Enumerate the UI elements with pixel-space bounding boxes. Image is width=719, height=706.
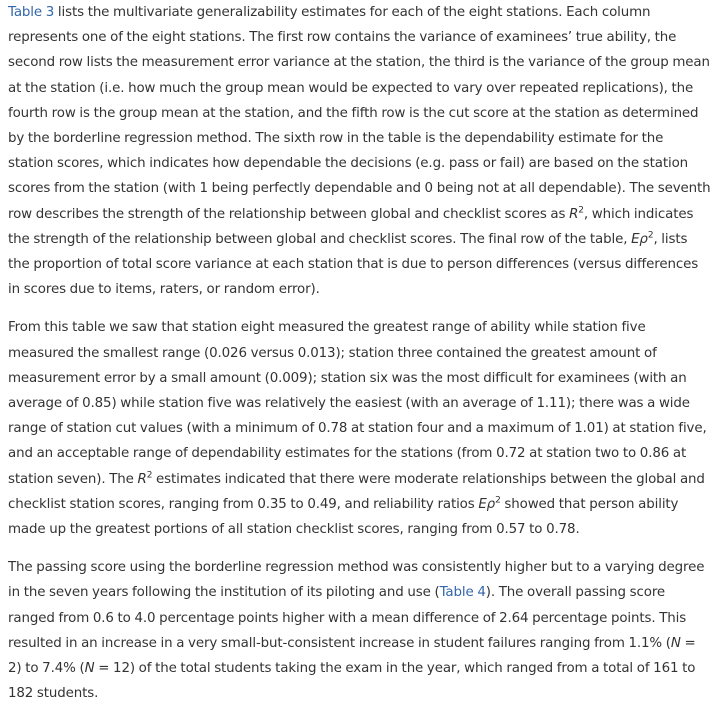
text-run: showed that person ability made up the greatest portions of all station checklist scores, ranging from 0.57 to 0.78. (8, 496, 679, 538)
paragraph-table3-findings (8, 315, 712, 542)
text-run: = 2) to 7.4% ( (8, 635, 696, 677)
text-run: estimates indicated that there were moderate relationships between the global and checklist station scores, ranging from 0.35 to 0.49, and reliability ratios (8, 471, 705, 512)
paragraph-passing-score (8, 555, 712, 706)
table-4-link[interactable]: Table 4 (439, 585, 486, 601)
superscript: 2 (146, 470, 153, 481)
italic-symbol: Eρ (478, 496, 496, 512)
superscript: 2 (578, 205, 584, 216)
italic-symbol: R (137, 471, 147, 487)
text-run: ). The overall passing score ranged from 0.6 to 4.0 percentage points higher with a mean difference of 2.64 percentage points. This resulted in an increase in a very small-but-consistent increase in student failures ranging from 1.1% ( (8, 585, 687, 651)
superscript: 2 (495, 495, 501, 506)
italic-symbol: Eρ (631, 231, 648, 247)
table-3-link[interactable]: Table 3 (8, 5, 55, 20)
text-run: The passing score using the borderline regression method was consistently higher but to a varying degree in the seven years following the institution of its piloting and use ( (8, 560, 705, 601)
paragraph-table3-description (8, 0, 712, 302)
text-run: , which indicates the strength of the relationship between global and checklist scores. The final row of the table, (8, 206, 694, 247)
text-run: From this table we saw that station eight measured the greatest range of ability while station five measured the smallest range (0.026 versus 0.013); station three contained the greatest amount of measurement error by a small amount (0.009); station six was the most difficult for examinees (with an average of 0.85) while station five was relatively the easiest (with an average of 1.11); there was a wide range of station cut values (with a minimum of 0.78 at station four and a maximum of 1.01) at station five, and an acceptable range of dependability estimates for the stations (from 0.72 at station two to 0.86 at station seven). The (8, 320, 707, 487)
italic-symbol: N (84, 661, 95, 677)
text-run: = 12) of the total students taking the exam in the year, which ranged from a total of 161 to 182 students. (8, 661, 696, 702)
italic-symbol: R (569, 206, 579, 222)
text-run: lists the multivariate generalizability estimates for each of the eight stations. Each column represents one of the eight stations. The first row contains the variance of examinees’ true ability, the second row lists the measurement error variance at the station, the third is the variance of the group mean at the station (i.e. how much the group mean would be expected to vary over repeated replications), the fourth row is the group mean at the station, and the fifth row is the cut score at the station as determined by the borderline regression method. The sixth row in the table is the dependability estimate for the station scores, which indicates how dependable the decisions (e.g. pass or fail) are based on the station scores from the station (with 1 being perfectly dependable and 0 being not at all dependable). The seventh row describes the strength of the relationship between global and checklist scores as (8, 5, 711, 222)
superscript: 2 (647, 230, 654, 241)
italic-symbol: N (670, 635, 681, 651)
text-run: , lists the proportion of total score variance at each station that is due to person differences (versus differences in scores due to items, raters, or random error). (8, 231, 699, 298)
